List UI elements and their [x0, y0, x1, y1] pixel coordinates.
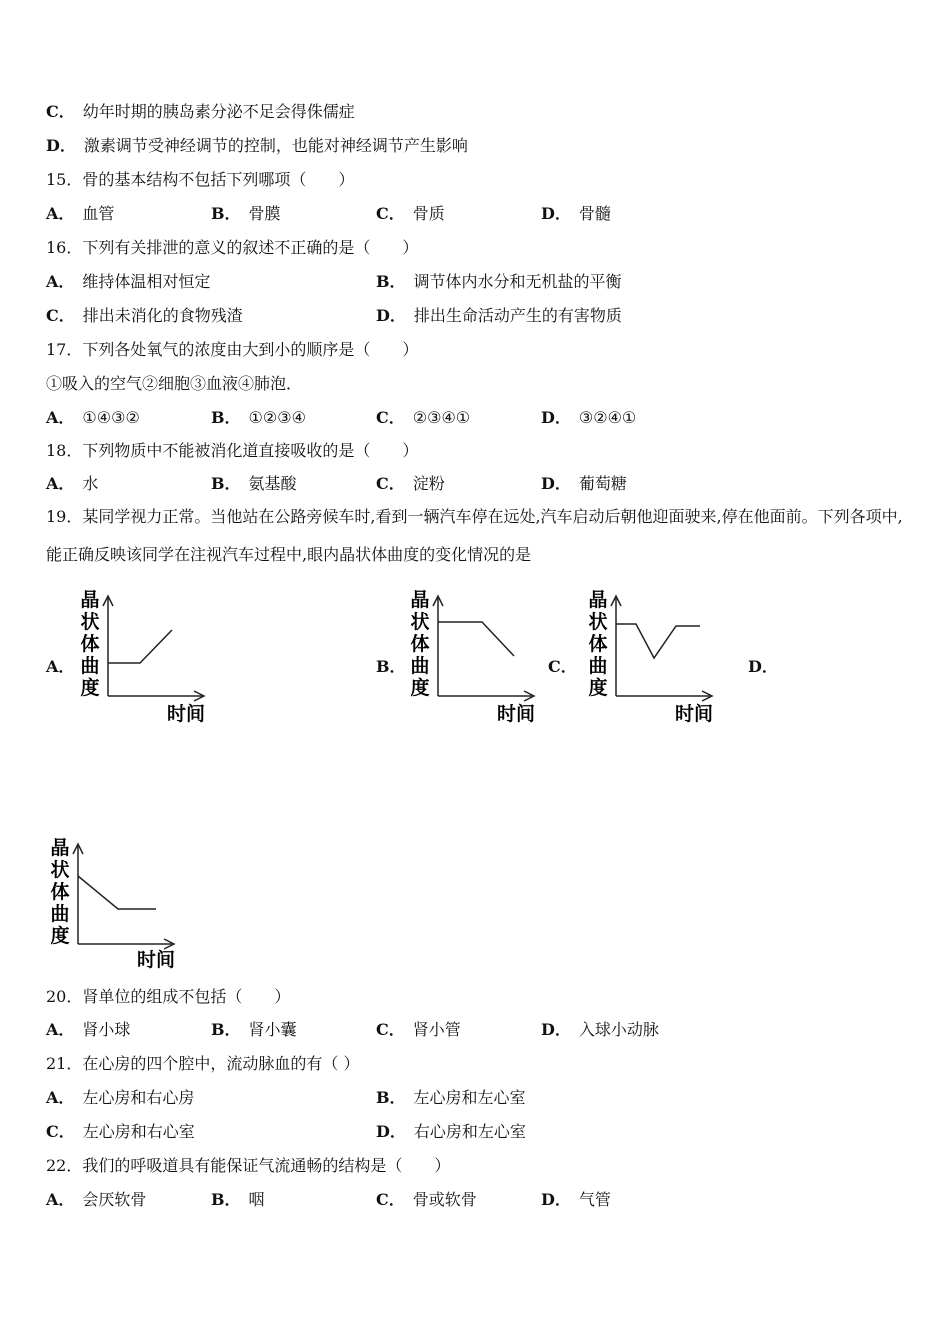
q18-option-a: A． 水 [46, 474, 99, 493]
svg-text:曲: 曲 [410, 655, 430, 677]
svg-text:晶: 晶 [588, 589, 608, 611]
question-17-stem: 17．下列各处氧气的浓度由大到小的顺序是（ ） [46, 340, 419, 359]
q21-option-d: D． 右心房和左心室 [376, 1122, 526, 1141]
q19-graph-a [74, 586, 214, 726]
curve-line [108, 630, 172, 663]
curve-line [438, 622, 514, 656]
q17-option-d: D． ③②④① [541, 408, 637, 427]
q16-option-b: B． 调节体内水分和无机盐的平衡 [376, 272, 622, 291]
q17-option-c: C． ②③④① [376, 408, 471, 427]
q20-option-c: C． 肾小管 [376, 1020, 461, 1039]
svg-text:晶: 晶 [410, 589, 430, 611]
q16-option-a: A． 维持体温相对恒定 [46, 272, 211, 291]
q22-option-c: C． 骨或软骨 [376, 1190, 477, 1209]
q17-option-b: B． ①②③④ [211, 408, 306, 427]
q15-option-b: B． 骨膜 [211, 204, 281, 223]
q20-option-d: D． 入球小动脉 [541, 1020, 659, 1039]
q16-option-d: D． 排出生命活动产生的有害物质 [376, 306, 622, 325]
q21-option-c: C． 左心房和右心室 [46, 1122, 195, 1141]
q19-label-b: B． [376, 657, 406, 676]
svg-text:状: 状 [50, 859, 70, 881]
q22-option-d: D． 气管 [541, 1190, 611, 1209]
option-d-prev: D． 激素调节受神经调节的控制，也能对神经调节产生影响 [46, 136, 468, 155]
q15-option-c: C． 骨质 [376, 204, 445, 223]
q19-label-d: D． [748, 657, 778, 676]
x-axis-label: 时间 [166, 703, 206, 725]
svg-text:体: 体 [410, 633, 430, 655]
question-20-stem: 20．肾单位的组成不包括（ ） [46, 987, 291, 1006]
curve-line [616, 624, 700, 658]
q21-option-a: A． 左心房和右心房 [46, 1088, 195, 1107]
svg-text:度: 度 [50, 925, 70, 947]
question-18-stem: 18．下列物质中不能被消化道直接吸收的是（ ） [46, 441, 419, 460]
x-axis-label: 时间 [674, 703, 714, 725]
svg-text:度: 度 [588, 677, 608, 699]
svg-text:体: 体 [50, 881, 70, 903]
q15-option-a: A． 血管 [46, 204, 115, 223]
q18-option-b: B． 氨基酸 [211, 474, 297, 493]
q20-option-b: B． 肾小囊 [211, 1020, 297, 1039]
question-16-stem: 16．下列有关排泄的意义的叙述不正确的是（ ） [46, 238, 419, 257]
q15-option-d: D． 骨髓 [541, 204, 611, 223]
q18-option-c: C． 淀粉 [376, 474, 445, 493]
q20-option-a: A． 肾小球 [46, 1020, 131, 1039]
q17-option-a: A． ①④③② [46, 408, 140, 427]
svg-text:度: 度 [80, 677, 100, 699]
q19-graph-b [404, 586, 544, 726]
question-17-sub: ①吸入的空气②细胞③血液④肺泡． [46, 374, 303, 393]
svg-text:曲: 曲 [588, 655, 608, 677]
svg-text:晶: 晶 [80, 589, 100, 611]
q19-label-c: C． [548, 657, 577, 676]
curve-line [78, 876, 156, 909]
q19-graph-d [44, 834, 184, 974]
svg-text:曲: 曲 [50, 903, 70, 925]
svg-text:晶: 晶 [50, 837, 70, 859]
svg-text:曲: 曲 [80, 655, 100, 677]
question-21-stem: 21．在心房的四个腔中，流动脉血的有（ ） [46, 1054, 360, 1073]
q19-label-a: A． [46, 657, 75, 676]
y-axis-label [410, 589, 429, 699]
svg-text:度: 度 [410, 677, 430, 699]
svg-text:体: 体 [588, 633, 608, 655]
svg-text:状: 状 [80, 611, 100, 633]
q18-option-d: D． 葡萄糖 [541, 474, 627, 493]
y-axis-label [50, 837, 69, 947]
question-19-stem: 19．某同学视力正常。当他站在公路旁候车时,看到一辆汽车停在远处,汽车启动后朝他迎面驶来,停在他面前。下列各项中,能正确反映该同学在注视汽车过程中,眼内晶状体曲度的变化情况的是 [46, 507, 903, 564]
option-c-prev: C． 幼年时期的胰岛素分泌不足会得侏儒症 [46, 102, 355, 121]
q19-graph-c [582, 586, 722, 726]
q22-option-a: A． 会厌软骨 [46, 1190, 147, 1209]
svg-text:状: 状 [410, 611, 430, 633]
question-22-stem: 22．我们的呼吸道具有能保证气流通畅的结构是（ ） [46, 1156, 451, 1175]
svg-text:状: 状 [588, 611, 608, 633]
x-axis-label: 时间 [136, 949, 176, 971]
x-axis-label: 时间 [496, 703, 536, 725]
y-axis-label [588, 589, 607, 699]
q21-option-b: B． 左心房和左心室 [376, 1088, 526, 1107]
svg-text:体: 体 [80, 633, 100, 655]
q16-option-c: C． 排出未消化的食物残渣 [46, 306, 243, 325]
question-15-stem: 15．骨的基本结构不包括下列哪项（ ） [46, 170, 355, 189]
y-axis-label [80, 589, 99, 699]
q22-option-b: B． 咽 [211, 1190, 265, 1209]
